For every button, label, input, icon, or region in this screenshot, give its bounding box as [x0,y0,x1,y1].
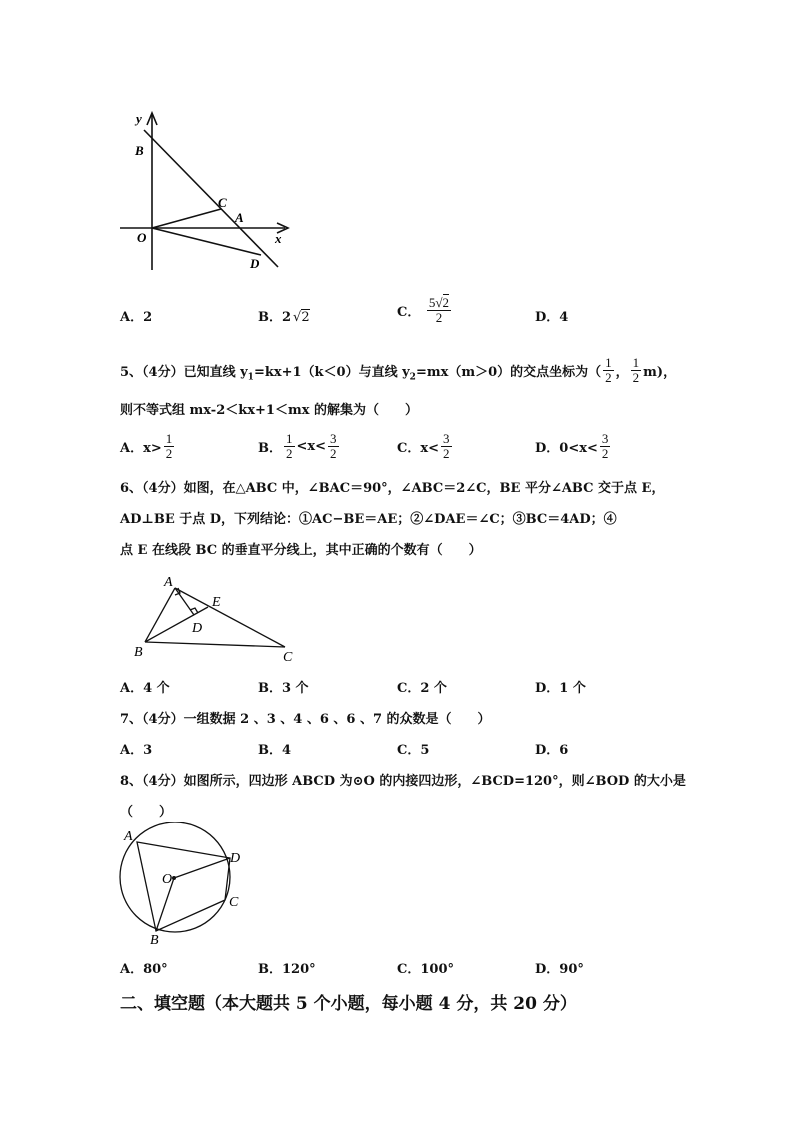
q5-option-d [535,432,612,461]
q4-option-c-coef: 5 [428,295,436,310]
q6-figure [130,572,310,664]
q5-c-den: 2 [443,446,450,461]
q5-option-a-label: A．x> [120,441,162,456]
q5-option-b-label: B． [258,441,282,456]
q8-option-c: C．100° [397,962,454,977]
fig6-D: D [192,621,203,636]
q5-text-b: =kx+1（k＜0）与直线 y [253,365,410,380]
q5-sub1: 1 [247,372,254,383]
fig4-A: A [235,210,244,225]
q5-comma: ， [615,365,629,380]
q5-frac1-num: 1 [605,355,612,370]
fig6-B: B [134,645,143,660]
q7-option-a: A．3 [120,743,153,758]
q6-option-b: B．3 个 [258,681,309,696]
q8-stem-line2: （ ） [120,805,173,820]
q5-option-d-label: D．0<x< [535,441,598,456]
q5-stem-line1 [120,355,677,387]
q7-stem: 7、（4分）一组数据 2 、3 、4 、6 、6 、7 的众数是（ ） [120,712,491,727]
q7-option-d: D．6 [535,743,569,758]
q6-option-c: C．2 个 [397,681,447,696]
section-heading-fill-in: 二、填空题（本大题共 5 个小题，每小题 4 分，共 20 分） [120,994,577,1014]
q5-b-num1: 1 [286,431,293,446]
q5-option-a [120,432,176,461]
fig6-A: A [164,575,173,590]
q4-figure [110,105,310,275]
q5-frac1-den: 2 [605,370,612,385]
fig8-D: D [230,851,241,866]
q7-option-c: C．5 [397,743,430,758]
q8-figure [110,822,260,947]
fig4-C: C [218,195,227,210]
q5-stem-line2: 则不等式组 mx-2＜kx+1＜mx 的解集为（ ） [120,403,418,418]
q8-stem-line1: 8、（4分）如图所示，四边形 ABCD 为⊙O 的内接四边形，∠BCD=120°，则∠BOD 的大小是 [120,774,686,789]
q4-option-c-label: C． [397,305,421,320]
fig8-B: B [150,933,159,947]
q5-d-num: 3 [601,431,609,446]
q5-b-den2: 2 [330,446,337,461]
q5-a-num: 1 [165,431,173,446]
q5-option-c-label: C．x< [397,441,439,456]
q6-option-d: D．1 个 [535,681,586,696]
q5-a-den: 2 [165,446,173,461]
q4-option-b-radicand: 2 [301,310,310,325]
q6-option-a: A．4 个 [120,681,170,696]
q4-option-b: B．2 √2 [258,310,310,325]
fig4-y: y [136,111,142,126]
q5-text-d: m)， [643,365,677,380]
q5-c-num: 3 [443,431,450,446]
q5-frac2-den: 2 [632,370,640,385]
q5-option-c [397,432,454,461]
q4-option-c-radicand: 2 [442,295,450,310]
fig6-E: E [212,595,221,610]
q5-b-mid: <x< [296,439,327,454]
q5-b-num2: 3 [330,431,337,446]
fig4-B: B [135,143,144,158]
q5-text-c: =mx（m＞0）的交点坐标为（ [415,365,602,380]
fig6-C: C [283,650,293,664]
q5-option-b [258,432,341,461]
q6-stem-line2: AD⊥BE 于点 D，下列结论：①AC−BE＝AE；②∠DAE＝∠C；③BC＝4AD；④ [120,512,617,527]
q4-option-a: A．2 [120,310,153,325]
q8-option-a: A．80° [120,962,168,977]
q6-stem-line3: 点 E 在线段 BC 的垂直平分线上，其中正确的个数有（ ） [120,543,482,558]
q6-stem-line1: 6、（4分）如图，在△ABC 中，∠BAC＝90°，∠ABC＝2∠C，BE 平分∠ABC 交于点 E， [120,481,665,496]
fig8-A: A [124,829,133,844]
fig8-O: O [162,872,173,887]
q5-sub2: 2 [409,372,416,383]
q5-frac2-num: 1 [632,355,640,370]
fig8-C: C [229,895,239,910]
q5-text-a: 5、（4分）已知直线 y [120,365,248,380]
q5-b-den1: 2 [286,446,293,461]
q7-option-b: B．4 [258,743,292,758]
q5-d-den: 2 [601,446,609,461]
fig4-O: O [137,230,147,245]
fig4-x: x [275,231,282,246]
q4-option-c: C． $\frac{5√2}{2}$ [397,295,450,325]
q8-option-b: B．120° [258,962,316,977]
q4-option-d: D．4 [535,310,569,325]
fig4-D: D [250,256,260,271]
q4-option-b-label: B．2 [258,310,292,325]
q8-option-d: D．90° [535,962,584,977]
q4-option-c-den: 2 [435,310,443,325]
